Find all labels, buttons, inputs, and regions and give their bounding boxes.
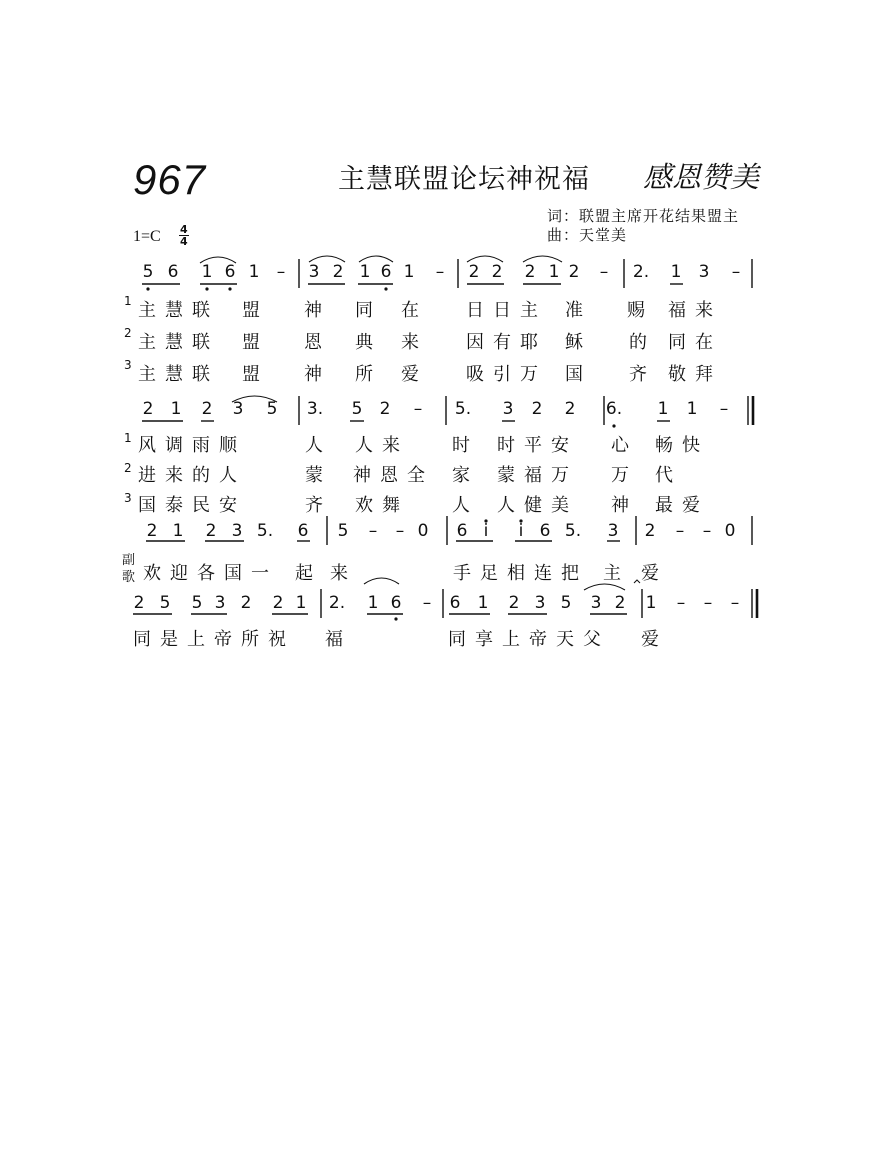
lyric-word: 神恩全 [353,465,434,486]
jianpu-note: 1 [170,399,182,419]
jianpu-note: 2 [146,521,158,541]
jianpu-note: i [483,521,489,541]
jianpu-note: – [719,399,729,419]
lyric-word: 齐 [629,364,656,385]
tie-mark [634,580,640,583]
lyric-word: 蒙福万 [497,465,578,486]
lyric-word: 蒙 [305,465,332,486]
jianpu-note: 2 [508,593,520,613]
jianpu-note: 1 [367,593,379,613]
jianpu-note: 2. [632,262,650,282]
jianpu-note: 3 [231,521,243,541]
jianpu-note: 2 [531,399,543,419]
jianpu-note: – [276,262,286,282]
jianpu-note: 6. [605,399,623,419]
jianpu-note: 5 [351,399,363,419]
chorus-lyric-word: 爱 [641,629,668,650]
chorus-lyric-word: 同是上帝所祝 [133,629,295,650]
jianpu-note: 1 [686,399,698,419]
lyric-word: 主慧联 [138,364,219,385]
jianpu-note: 3. [306,399,324,419]
jianpu-note: – [395,521,405,541]
time-signature-bottom: 4 [180,235,188,248]
jianpu-note: 3 [232,399,244,419]
composer-credit: 曲：天堂美 [547,226,628,244]
jianpu-note: 5 [142,262,154,282]
jianpu-note: 6 [456,521,468,541]
jianpu-note: – [368,521,378,541]
jianpu-note: 2 [332,262,344,282]
jianpu-note: i [518,521,524,541]
verse-number: 2 [124,326,132,340]
lyric-word: 稣 [565,332,592,353]
jianpu-note: – [703,593,713,613]
jianpu-note: – [422,593,432,613]
song-title: 主慧联盟论坛神祝福 [338,164,590,195]
lyric-word: 齐 [305,495,332,516]
jianpu-note: 1 [645,593,657,613]
jianpu-note: 1 [295,593,307,613]
jianpu-note: 6 [539,521,551,541]
verse-number: 3 [124,491,132,505]
jianpu-note: 6 [224,262,236,282]
verse-number: 2 [124,461,132,475]
verse-number: 1 [124,294,132,308]
octave-dot [394,617,397,620]
jianpu-note: 2 [564,399,576,419]
jianpu-note: 2 [468,262,480,282]
jianpu-note: – [599,262,609,282]
lyric-word: 进来的人 [138,465,246,486]
jianpu-note: 0 [417,521,429,541]
jianpu-note: 5. [564,521,582,541]
jianpu-note: 1 [403,262,415,282]
jianpu-note: 6 [380,262,392,282]
chorus-lyric-word: 手足相连把 [453,563,588,584]
jianpu-note: 2. [328,593,346,613]
jianpu-note: 6 [390,593,402,613]
lyric-word: 来 [401,332,428,353]
slur [364,578,399,584]
jianpu-note: 2 [524,262,536,282]
jianpu-note: 5. [256,521,274,541]
jianpu-note: – [435,262,445,282]
lyric-word: 欢舞 [355,495,409,516]
key-signature: 1=C [133,228,161,245]
jianpu-note: – [730,593,740,613]
octave-dot [146,287,149,290]
jianpu-note: 3 [590,593,602,613]
jianpu-note: 2 [379,399,391,419]
lyric-word: 福来 [668,300,722,321]
lyric-word: 最爱 [655,495,709,516]
lyric-word: 神 [304,300,331,321]
lyric-word: 爱 [401,364,428,385]
jianpu-note: – [675,521,685,541]
jianpu-note: – [702,521,712,541]
lyric-word: 时平安 [497,435,578,456]
lyric-word: 吸引万 [466,364,547,385]
lyricist-credit: 词：联盟主席开花结果盟主 [547,207,740,225]
chorus-lyric-word: 爱 [641,563,668,584]
lyric-word: 的 [629,332,656,353]
lyric-word: 赐 [627,300,654,321]
lyric-word: 人 [452,495,479,516]
jianpu-note: 2 [644,521,656,541]
song-number: 967 [133,156,207,203]
jianpu-note: 3 [534,593,546,613]
jianpu-note: 0 [724,521,736,541]
jianpu-note: 1 [201,262,213,282]
verse-number: 1 [124,431,132,445]
lyric-word: 敬拜 [668,364,722,385]
chorus-lyric-word: 来 [330,563,357,584]
jianpu-note: 5 [159,593,171,613]
lyric-word: 畅快 [655,435,709,456]
jianpu-note: 2 [201,399,213,419]
jianpu-note: 3 [308,262,320,282]
lyric-word: 恩 [304,332,331,353]
octave-dot [612,424,615,427]
jianpu-note: – [676,593,686,613]
lyric-word: 人 [305,435,332,456]
lyric-word: 盟 [242,364,269,385]
lyric-word: 盟 [242,332,269,353]
chorus-lyric-word: 起 [295,563,322,584]
lyric-word: 风调雨顺 [138,435,246,456]
jianpu-note: 5 [191,593,203,613]
jianpu-note: 3 [607,521,619,541]
jianpu-note: 1 [248,262,260,282]
lyric-word: 在 [401,300,428,321]
jianpu-note: 2 [614,593,626,613]
lyric-word: 同 [355,300,382,321]
jianpu-note: 2 [272,593,284,613]
lyric-word: 国 [565,364,592,385]
chorus-label: 歌 [122,570,136,585]
jianpu-note: 2 [491,262,503,282]
jianpu-note: 3 [502,399,514,419]
lyric-word: 同在 [668,332,722,353]
lyric-word: 时 [452,435,479,456]
octave-dot [205,287,208,290]
jianpu-note: 6 [449,593,461,613]
jianpu-note: 5. [454,399,472,419]
lyric-word: 神 [611,495,638,516]
lyric-word: 准 [565,300,592,321]
lyric-word: 典 [355,332,382,353]
lyric-word: 主慧联 [138,332,219,353]
octave-dot [384,287,387,290]
octave-dot [228,287,231,290]
chorus-lyric-word: 同享上帝天父 [448,629,610,650]
lyric-word: 神 [304,364,331,385]
jianpu-note: 2 [240,593,252,613]
jianpu-note: 5 [337,521,349,541]
jianpu-note: 2 [133,593,145,613]
jianpu-note: 6 [167,262,179,282]
lyric-word: 所 [355,364,382,385]
verse-number: 3 [124,358,132,372]
lyric-word: 国泰民安 [138,495,246,516]
jianpu-note: 5 [266,399,278,419]
lyric-word: 因有耶 [466,332,547,353]
time-signature-top: 4 [180,223,188,236]
jianpu-note: 2 [142,399,154,419]
jianpu-note: 1 [657,399,669,419]
lyric-word: 盟 [242,300,269,321]
lyric-word: 代 [655,465,682,486]
lyric-word: 主慧联 [138,300,219,321]
lyric-word: 日日主 [466,300,547,321]
jianpu-note: 3 [698,262,710,282]
jianpu-note: 1 [670,262,682,282]
lyric-word: 家 [452,465,479,486]
chorus-lyric-word: 福 [325,629,352,650]
jianpu-note: 1 [359,262,371,282]
jianpu-note: 2 [568,262,580,282]
chorus-lyric-word: 主 [603,563,630,584]
jianpu-note: 1 [477,593,489,613]
jianpu-note: 1 [172,521,184,541]
jianpu-note: – [413,399,423,419]
jianpu-note: – [731,262,741,282]
lyric-word: 人来 [355,435,409,456]
lyric-word: 人健美 [497,495,578,516]
jianpu-note: 1 [548,262,560,282]
chorus-label: 副 [122,553,136,568]
jianpu-note: 6 [297,521,309,541]
jianpu-note: 3 [214,593,226,613]
song-subtitle: 感恩赞美 [643,160,760,194]
jianpu-note: 5 [560,593,572,613]
lyric-word: 万 [611,465,638,486]
jianpu-note: 2 [205,521,217,541]
chorus-lyric-word: 欢迎各国一 [143,563,278,584]
lyric-word: 心 [611,435,638,456]
